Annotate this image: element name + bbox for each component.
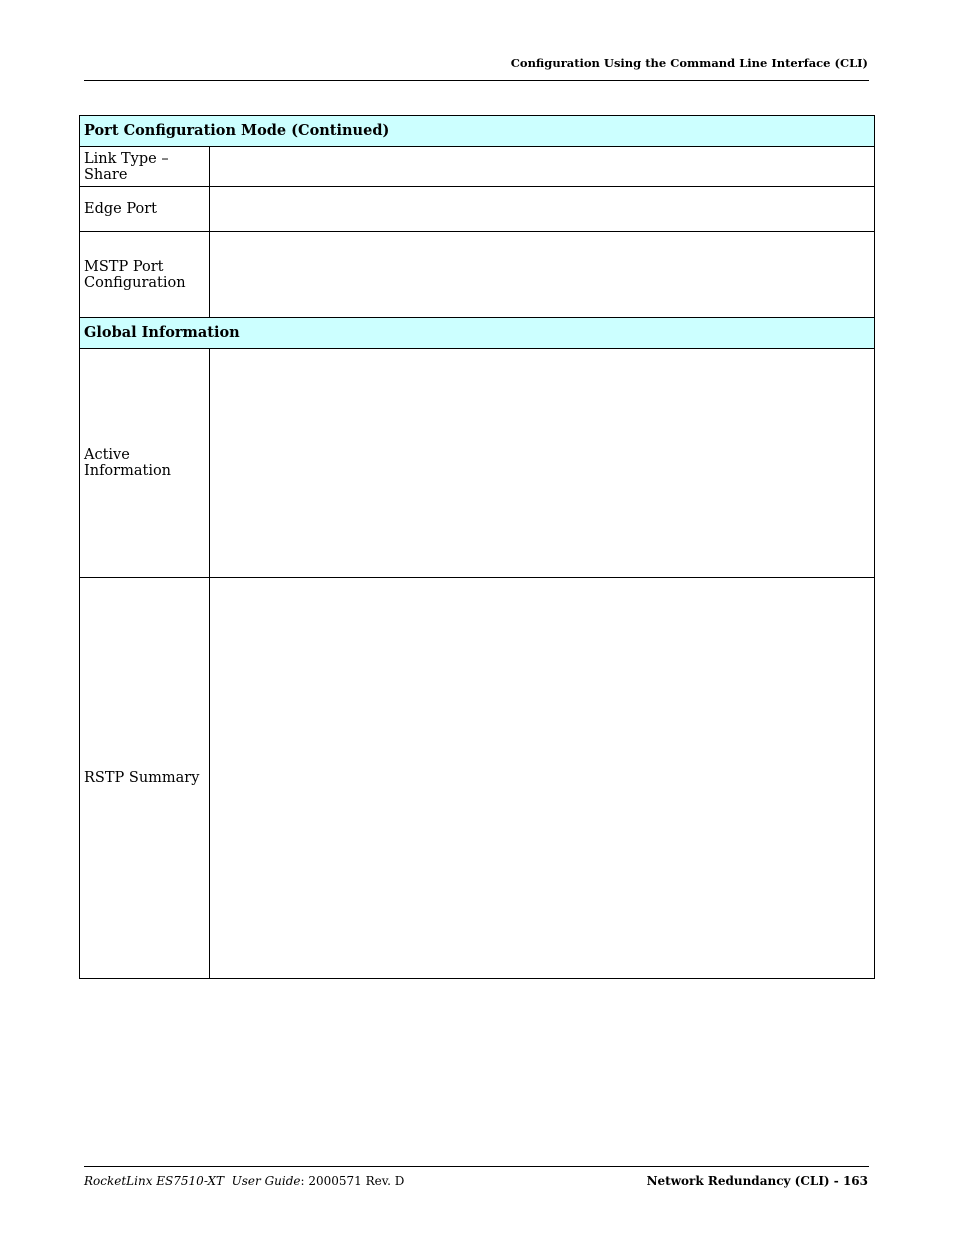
row-description (210, 187, 875, 232)
section-heading-global-information: Global Information (80, 318, 875, 349)
table-row (80, 578, 875, 979)
table-row (80, 147, 875, 187)
row-label: Active Information (80, 349, 210, 578)
row-description (210, 578, 875, 979)
footer-guide: User Guide (231, 1174, 301, 1188)
row-description (210, 147, 875, 187)
header-divider (84, 80, 869, 81)
running-header: Configuration Using the Command Line Interface (CLI) (510, 56, 868, 70)
table-row (80, 187, 875, 232)
footer-page-label: Network Redundancy (CLI) - 163 (646, 1174, 868, 1188)
row-label: Edge Port (80, 187, 210, 232)
footer-docnum: : 2000571 Rev. D (300, 1174, 405, 1188)
command-table (79, 115, 875, 979)
row-description (210, 232, 875, 318)
footer-document-info (84, 1174, 404, 1188)
row-label: RSTP Summary (80, 578, 210, 979)
section-heading-port-configuration: Port Configuration Mode (Continued) (80, 116, 875, 147)
footer-divider (84, 1166, 869, 1167)
footer-product: RocketLinx ES7510-XT (84, 1174, 224, 1188)
table-row (80, 232, 875, 318)
table-row (80, 349, 875, 578)
row-description (210, 349, 875, 578)
row-label: MSTP Port Configuration (80, 232, 210, 318)
row-label: Link Type – Share (80, 147, 210, 187)
